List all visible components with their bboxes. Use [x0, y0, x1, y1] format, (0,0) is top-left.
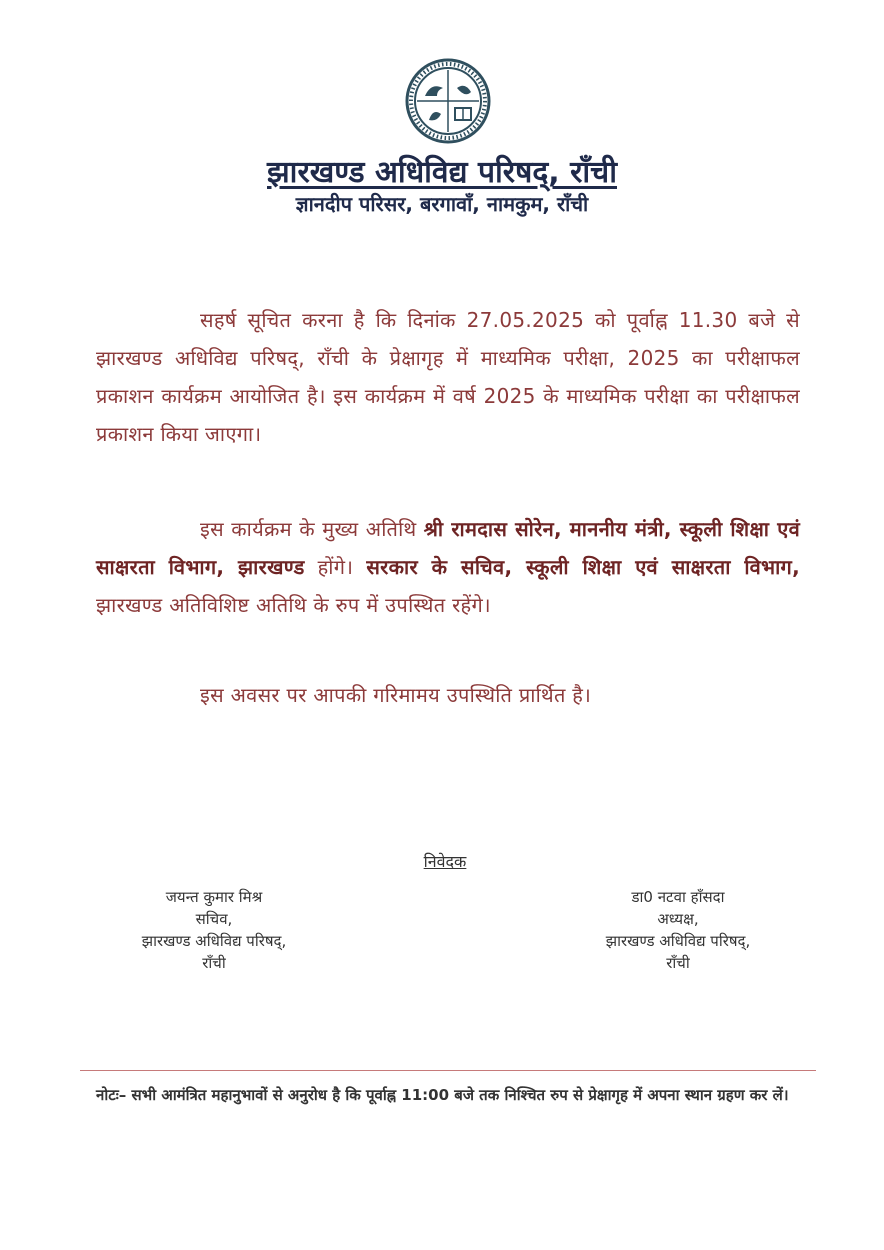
org-address: ज्ञानदीप परिसर, बरगावाँ, नामकुम, राँची [295, 192, 589, 216]
nivedak-heading: निवेदक [423, 852, 467, 871]
signatory-title: सचिव, [195, 910, 233, 928]
paragraph-request: इस अवसर पर आपकी गरिमामय उपस्थिति प्रार्थित है। [200, 683, 592, 707]
signatory-org: झारखण्ड अधिविद्य परिषद्, [605, 932, 751, 950]
signatory-title: अध्यक्ष, [657, 910, 699, 928]
signatory-name: जयन्त कुमार मिश्र [165, 888, 263, 906]
signatory-city: राँची [202, 954, 226, 972]
org-name-heading [0, 150, 884, 191]
footer-note: नोटः– सभी आमंत्रित महानुभावों से अनुरोध है कि पूर्वाह्न 11:00 बजे तक निश्चित रुप से प्रेक्षागृह में अपना स्थान ग्रहण कर लें। [96, 1086, 789, 1104]
signatory-city: राँची [666, 954, 690, 972]
divider-line [80, 1070, 816, 1071]
signatory-name: डा0 नटवा हाँसदा [631, 888, 725, 906]
chief-guest: श्री रामदास सोरेन, माननीय मंत्री, स्कूली शिक्षा एवं साक्षरता विभाग, झारखण्ड [96, 517, 800, 579]
special-guest-role: झारखण्ड अतिविशिष्ट अतिथि के रुप में उपस्थित रहेंगे। [96, 593, 491, 617]
council-seal-logo [405, 58, 491, 144]
signature-block-secretary [64, 886, 364, 974]
guest-verb: होंगे। [304, 555, 367, 579]
guest-intro: इस कार्यक्रम के मुख्य अतिथि [200, 517, 424, 541]
paragraph-guests [96, 510, 800, 624]
special-guest: सरकार के सचिव, स्कूली शिक्षा एवं साक्षरता विभाग, [366, 555, 801, 579]
signature-block-chairman [528, 886, 828, 974]
paragraph-announcement: सहर्ष सूचित करना है कि दिनांक 27.05.2025 को पूर्वाह्न 11.30 बजे से झारखण्ड अधिविद्य परिषद्, राँची के प्रेक्षागृह में माध्यमिक परीक्षा, 2025 का परीक्षाफल प्रकाशन कार्यक्रम आयोजित है। इस कार्यक्रम में वर्ष 2025 के माध्यमिक परीक्षा का परीक्षाफल प्रकाशन किया जाएगा। [96, 308, 800, 446]
org-name-text: झारखण्ड अधिविद्य परिषद्, राँची [267, 155, 617, 190]
signatory-org: झारखण्ड अधिविद्य परिषद्, [141, 932, 287, 950]
